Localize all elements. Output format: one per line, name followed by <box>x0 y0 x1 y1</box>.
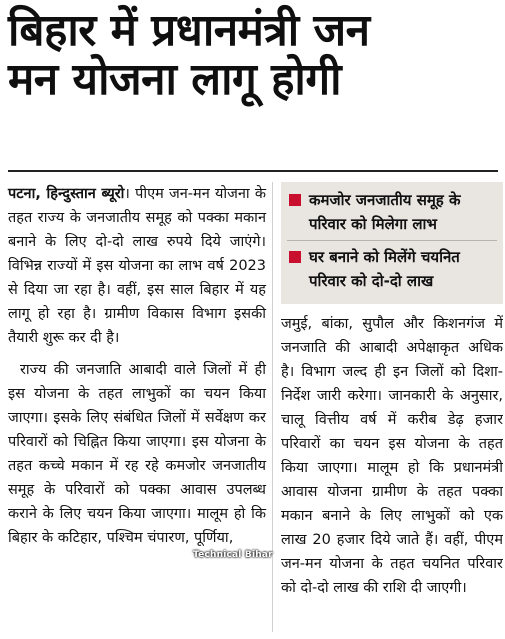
watermark: Technical Bihar <box>193 550 273 560</box>
article-left-column <box>8 182 266 550</box>
article-right-column <box>281 312 503 600</box>
highlight-text-1: कमजोर जनजातीय समूह के परिवार को मिलेगा लाभ <box>309 191 461 233</box>
highlight-item-2 <box>287 245 497 293</box>
dateline: पटना, हिन्दुस्तान ब्यूरो <box>8 186 125 202</box>
square-bullet-icon <box>289 194 301 206</box>
article-paragraph-3: जमुई, बांका, सुपौल और किशनगंज में जनजाति की आबादी अपेक्षाकृत अधिक है। विभाग जल्द ही इन जिलों को दिशा-निर्देश जारी करेगा। जानकारी के अनुसार, चालू वित्तीय वर्ष में करीब डेढ़ हजार परिवारों का चयन इस योजना के तहत किया जाएगा। मालूम हो कि प्रधानमंत्री आवास योजना ग्रामीण के तहत पक्का मकान बनाने के लिए लाभुकों को एक लाख 20 हजार दिये जाते हैं। वहीं, पीएम जन-मन योजना के तहत चयनित परिवार को दो-दो लाख की राशि दी जाएगी। <box>281 316 503 596</box>
column-gutter <box>272 182 273 632</box>
headline-line-1: बिहार में प्रधानमंत्री जन <box>8 5 370 56</box>
square-bullet-icon <box>289 251 301 263</box>
highlight-item-1 <box>287 188 497 236</box>
article-paragraph-1: पटना, हिन्दुस्तान ब्यूरो। पीएम जन-मन योजना के तहत राज्य के जनजातीय समूह को पक्का मकान बनाने के लिए दो-दो लाख रुपये दिये जाएंगे। विभिन्न राज्यों में इस योजना का लाभ वर्ष 2023 से दिया जा रहा है। वहीं, इस साल बिहार में यह लागू हो रहा है। ग्रामीण विकास विभाग इसकी तैयारी शुरू कर दी है। <box>8 186 267 346</box>
article-paragraph-2: राज्य की जनजाति आबादी वाले जिलों में ही इस योजना के तहत लाभुकों का चयन किया जाएगा। इसके लिए संबंधित जिलों में सर्वेक्षण कर परिवारों को चिह्नित किया जाएगा। इस योजना के तहत कच्चे मकान में रह रहे कमजोर जनजातीय समूह के परिवारों को पक्का आवास उपलब्ध कराने के लिए चयन किया जाएगा। मालूम हो कि बिहार के कटिहार, पश्चिम चंपारण, पूर्णिया, <box>8 362 266 546</box>
highlights-box <box>281 182 503 304</box>
highlight-divider <box>287 240 497 241</box>
headline-divider <box>8 170 498 172</box>
headline <box>8 6 498 105</box>
highlight-text-2: घर बनाने को मिलेंगे चयनित परिवार को दो-दो लाख <box>309 248 460 290</box>
paragraph-1-text: पीएम जन-मन योजना के तहत राज्य के जनजातीय समूह को पक्का मकान बनाने के लिए दो-दो लाख रुपये दिये जाएंगे। विभिन्न राज्यों में इस योजना का लाभ वर्ष 2023 से दिया जा रहा है। वहीं, इस साल बिहार में यह लागू हो रहा है। ग्रामीण विकास विभाग इसकी तैयारी शुरू कर दी है। <box>8 186 267 346</box>
headline-line-2: मन योजना लागू होगी <box>8 54 341 106</box>
